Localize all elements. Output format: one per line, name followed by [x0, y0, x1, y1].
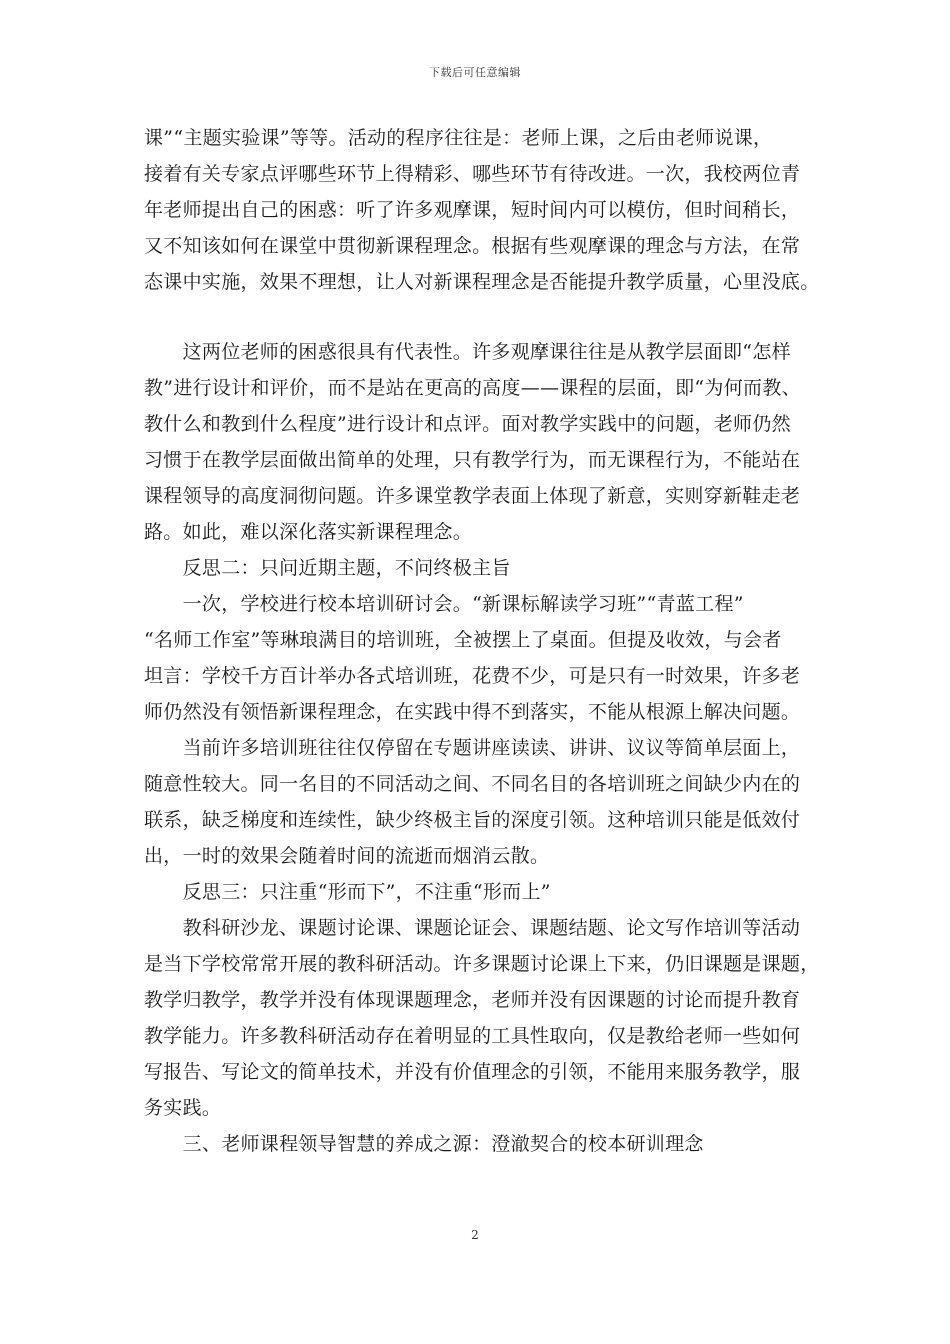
text-line: 教科研沙龙、课题讨论课、课题论证会、课题结题、论文写作培训等活动 — [144, 917, 801, 939]
text-line: 又不知该如何在课堂中贯彻新课程理念。根据有些观摩课的理念与方法，在常 — [144, 235, 801, 257]
text-line: 当前许多培训班往往仅停留在专题讲座读读、讲讲、议议等简单层面上， — [144, 737, 801, 759]
text-line: 教学归教学，教学并没有体现课题理念，老师并没有因课题的讨论而提升教育 — [144, 989, 801, 1011]
text-line: 教”进行设计和评价，而不是站在更高的高度——课程的层面，即“为何而教、 — [144, 377, 801, 399]
text-line: 这两位老师的困惑很具有代表性。许多观摩课往往是从教学层面即“怎样 — [144, 341, 791, 363]
page-number: 2 — [471, 1228, 479, 1242]
page-header: 下载后可任意编辑 — [429, 66, 521, 79]
text-line: 随意性较大。同一名目的不同活动之间、不同名目的各培训班之间缺少内在的 — [144, 773, 801, 795]
document-body — [144, 120, 834, 1162]
text-line: 习惯于在教学层面做出简单的处理，只有教学行为，而无课程行为，不能站在 — [144, 449, 801, 471]
text-line: 态课中实施，效果不理想，让人对新课程理念是否能提升教学质量，心里没底。 — [144, 271, 820, 293]
text-line: 是当下学校常常开展的教科研活动。许多课题讨论课上下来，仍旧课题是课题， — [144, 953, 820, 975]
text-line: 路。如此，难以深化落实新课程理念。 — [144, 521, 473, 543]
text-line: 年老师提出自己的困惑：听了许多观摩课，短时间内可以模仿，但时间稍长， — [144, 199, 801, 221]
text-line: 出，一时的效果会随着时间的流逝而烟消云散。 — [144, 845, 550, 867]
paragraph-gap — [144, 300, 834, 334]
text-line: “名师工作室”等琳琅满目的培训班，全被摆上了桌面。但提及收效，与会者 — [144, 629, 782, 651]
text-line: 教什么和教到什么程度”进行设计和点评。面对教学实践中的问题，老师仍然 — [144, 413, 791, 435]
text-line: 课”“主题实验课”等等。活动的程序往往是：老师上课，之后由老师说课， — [144, 127, 773, 149]
text-line: 坦言：学校千方百计举办各式培训班，花费不少，可是只有一时效果，许多老 — [144, 665, 801, 687]
text-line: 一次，学校进行校本培训研讨会。“新课标解读学习班”“青蓝工程” — [144, 593, 744, 615]
text-line: 务实践。 — [144, 1097, 222, 1119]
section-heading: 三、老师课程领导智慧的养成之源：澄澈契合的校本研训理念 — [144, 1133, 704, 1155]
text-line: 接着有关专家点评哪些环节上得精彩、哪些环节有待改进。一次，我校两位青 — [144, 163, 801, 185]
text-line: 写报告、写论文的简单技术，并没有价值理念的引领，不能用来服务教学，服 — [144, 1061, 801, 1083]
section-heading: 反思二：只问近期主题，不问终极主旨 — [144, 557, 511, 579]
section-heading: 反思三：只注重“形而下”，不注重“形而上” — [144, 881, 551, 903]
text-line: 联系，缺乏梯度和连续性，缺少终极主旨的深度引领。这种培训只能是低效付 — [144, 809, 801, 831]
text-line: 课程领导的高度洞彻问题。许多课堂教学表面上体现了新意，实则穿新鞋走老 — [144, 485, 801, 507]
text-line: 教学能力。许多教科研活动存在着明显的工具性取向，仅是教给老师一些如何 — [144, 1025, 801, 1047]
text-line: 师仍然没有领悟新课程理念，在实践中得不到落实，不能从根源上解决问题。 — [144, 701, 801, 723]
